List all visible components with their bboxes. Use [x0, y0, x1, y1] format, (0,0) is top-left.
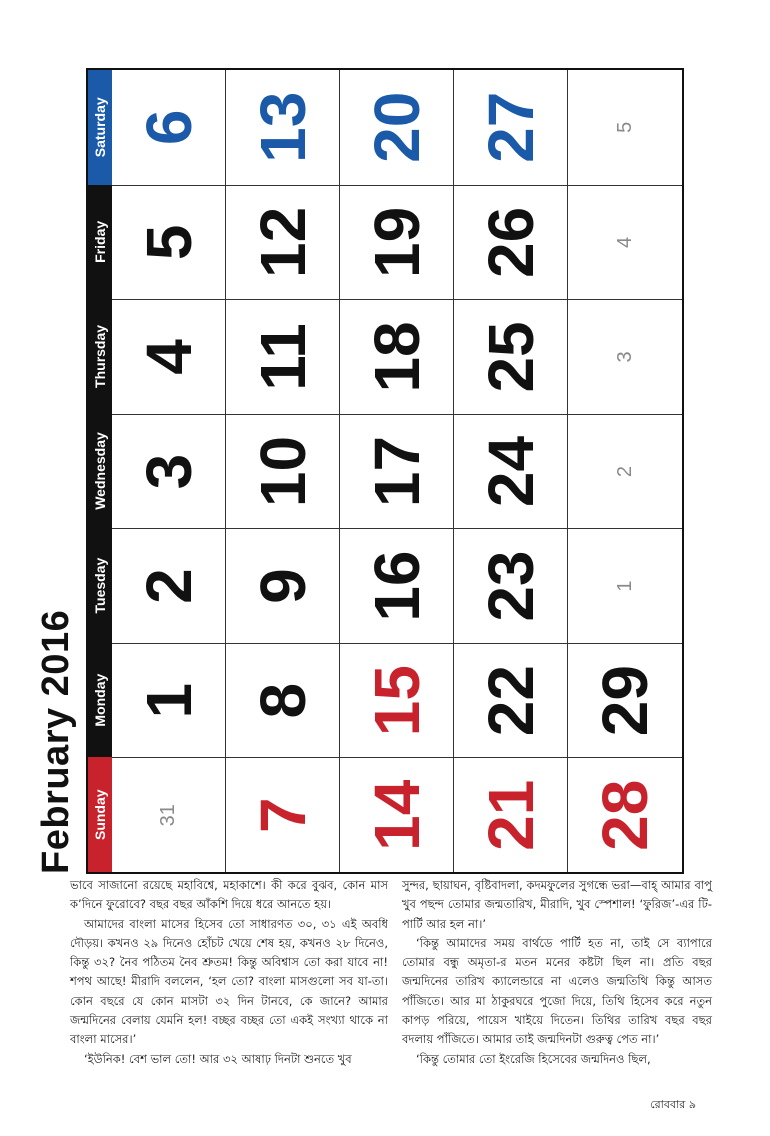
day-cell: 4	[112, 299, 226, 414]
day-cell: 23	[454, 528, 568, 643]
day-cell: 20	[340, 70, 454, 185]
day-cell: 8	[226, 643, 340, 758]
article-paragraph: সুন্দর, ছায়াঘন, বৃষ্টিবাদলা, কদমফুলের সুগন্ধে ভরা—বাহ্ আমার বাপু খুব পছন্দ তোমার জন্মতারিখ, মীরাদি, খুব স্পেশাল! ‘ফুরিজ’-এর টি-পার্টি আর হল না।’	[402, 878, 712, 931]
article-paragraph: ভাবে সাজানো রয়েছে মহাবিশ্বে, মহাকাশে। কী করে বুঝব, কোন মাস ক’দিনে ফুরোবে? বছর বছর আঁকশি দিয়ে ধরে আনতে হয়।	[70, 878, 388, 912]
day-cell: 17	[340, 414, 454, 529]
day-cell: 14	[340, 757, 454, 872]
article-right-column	[402, 876, 712, 1069]
page-footer: রোববার ৯	[650, 1098, 696, 1111]
day-cell-other-month: 1	[568, 528, 682, 643]
day-cell: 22	[454, 643, 568, 758]
day-cell: 18	[340, 299, 454, 414]
day-cell-other-month: 2	[568, 414, 682, 529]
article-left-column	[70, 876, 388, 1069]
day-cell-other-month: 31	[112, 757, 226, 872]
calendar	[32, 68, 684, 874]
day-cell: 15	[340, 643, 454, 758]
day-cell: 21	[454, 757, 568, 872]
day-cell: 10	[226, 414, 340, 529]
weekday-header: Monday	[88, 643, 112, 758]
day-cell: 11	[226, 299, 340, 414]
day-cell: 6	[112, 70, 226, 185]
day-cell: 2	[112, 528, 226, 643]
day-cell: 1	[112, 643, 226, 758]
weekday-header: Saturday	[88, 70, 112, 185]
weekday-header: Thursday	[88, 299, 112, 414]
day-cell: 27	[454, 70, 568, 185]
day-cell: 7	[226, 757, 340, 872]
weekday-header: Tuesday	[88, 528, 112, 643]
article-paragraph: আমাদের বাংলা মাসের হিসেব তো সাধারণত ৩০, ৩১ এই অবধি দৌড়য়। কখনও ২৯ দিনেও হোঁচট খেয়ে শেষ হয়, কখনও ২৮ দিনেও, কিন্তু ৩২? নৈব পঠিতম নৈব শ্রুতম! কিন্তু অবিশ্বাস তো করা যাবে না! শপথ আছে! মীরাদি বললেন, ‘হল তো? বাংলা মাসগুলো সব যা-তা। কোন বছরে যে কোন মাসটা ৩২ দিন টানবে, কে জানে? আমার জন্মদিনের বেলায় যেমনি হল! বচ্ছর বচ্ছর তো একই সংখ্যা থাকে না বাংলা মাসের।’	[70, 916, 388, 1047]
weekday-header: Wednesday	[88, 414, 112, 529]
day-cell: 25	[454, 299, 568, 414]
day-cell: 16	[340, 528, 454, 643]
weekday-header: Friday	[88, 185, 112, 300]
day-cell: 5	[112, 185, 226, 300]
day-cell: 26	[454, 185, 568, 300]
day-cell: 29	[568, 643, 682, 758]
calendar-grid	[86, 68, 684, 874]
day-cell: 13	[226, 70, 340, 185]
day-cell: 24	[454, 414, 568, 529]
day-cell: 28	[568, 757, 682, 872]
article-paragraph: ‘কিন্তু তোমার তো ইংরেজি হিসেবের জন্মদিনও ছিল,	[416, 1051, 651, 1066]
article-paragraph: ‘কিন্তু আমাদের সময় বার্থডে পার্টি হত না, তাই সে ব্যাপারে তোমার বন্ধু অমৃতা-র মতন মনের কষ্টটা ছিল না। প্রতি বছর জন্মদিনের তারিখ ক্যালেন্ডারে না এলেও জন্মতিথি কিন্তু আসত পাঁজিতে। আর মা ঠাকুরঘরে পুজো দিয়ে, তিথি হিসেব করে নতুন কাপড় পরিয়ে, পায়েস খাইয়ে দিতেন। তিথির তারিখ বছর বছর বদলায় পাঁজিতে। আমার তাই জন্মদিনটা গুরুত্ব পেত না।’	[402, 935, 712, 1047]
weekday-header: Sunday	[88, 757, 112, 872]
calendar-title: February 2016	[35, 609, 77, 874]
day-cell: 3	[112, 414, 226, 529]
article-paragraph: ‘ইউনিক! বেশ ভাল তো! আর ৩২ আষাঢ় দিনটা শুনতে খুব	[84, 1051, 352, 1066]
day-cell-other-month: 4	[568, 185, 682, 300]
day-cell-other-month: 3	[568, 299, 682, 414]
day-cell: 12	[226, 185, 340, 300]
day-cell-other-month: 5	[613, 121, 636, 133]
day-cell: 19	[340, 185, 454, 300]
day-cell: 9	[226, 528, 340, 643]
